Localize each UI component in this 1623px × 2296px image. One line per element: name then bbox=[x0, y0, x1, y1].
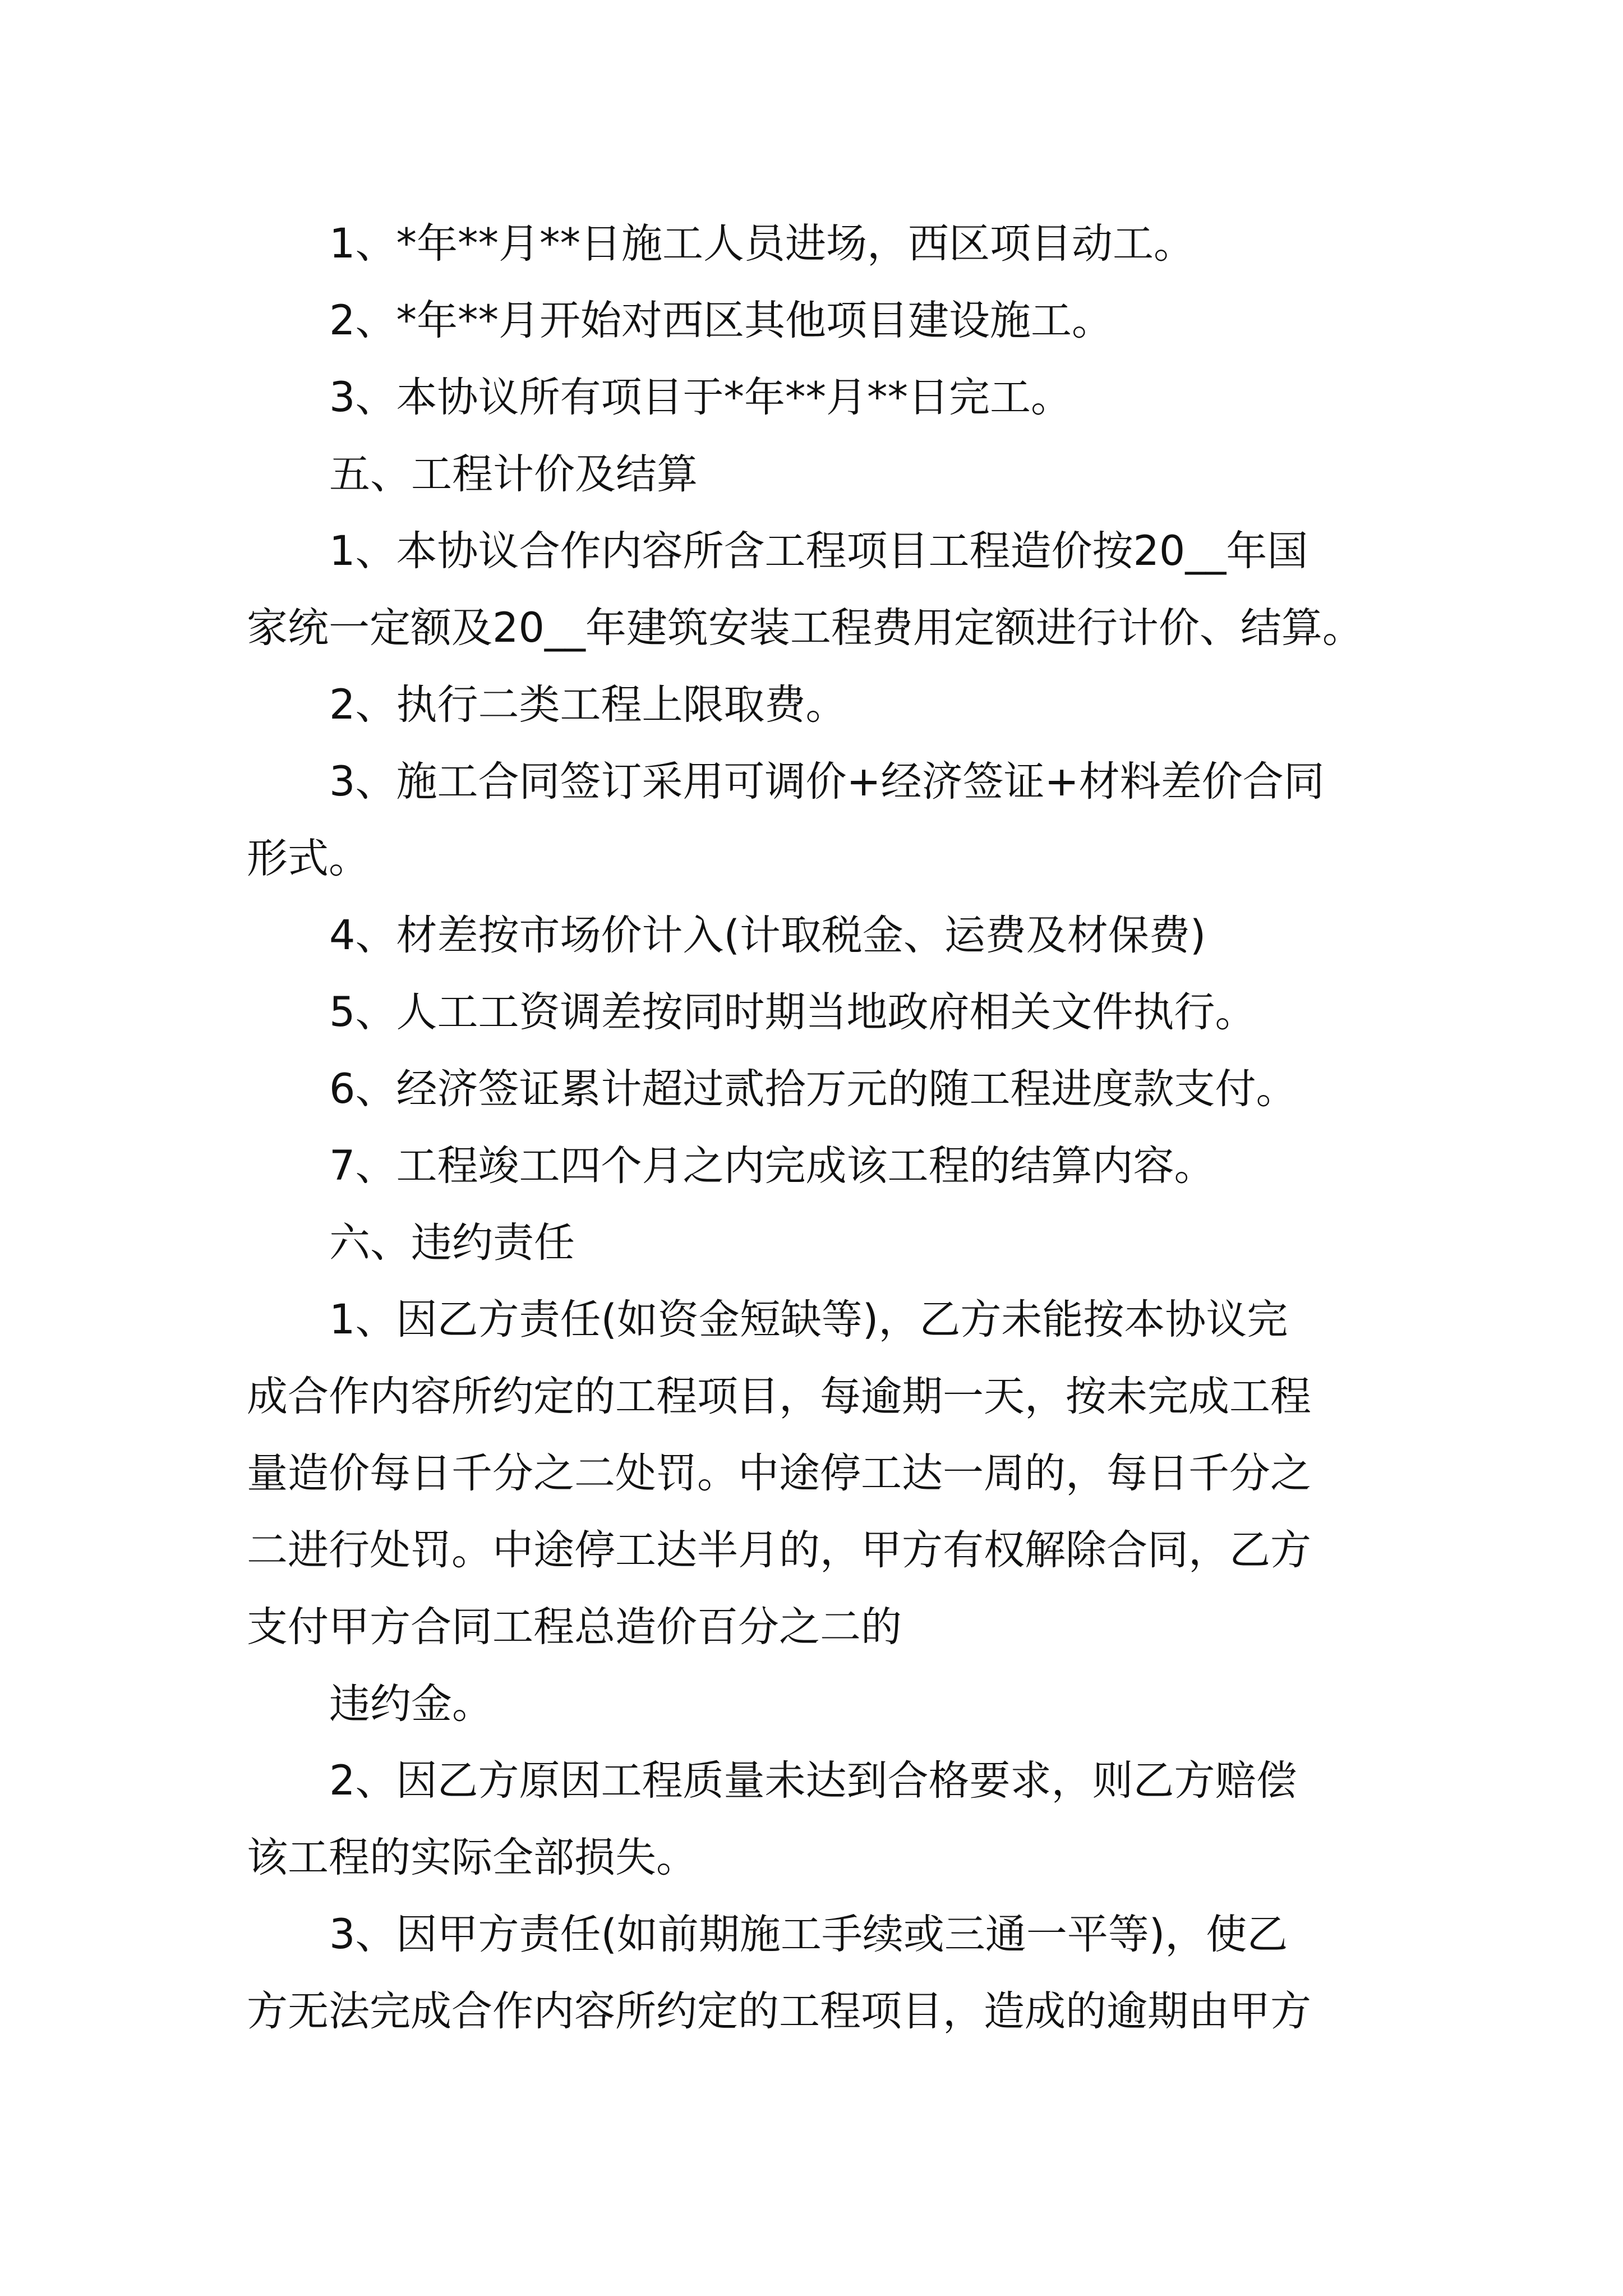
text-line: 形式。 bbox=[247, 835, 370, 882]
text-line: 3、施工合同签订采用可调价+经济签证+材料差价合同 bbox=[329, 758, 1325, 806]
text-line: 违约金。 bbox=[329, 1680, 493, 1728]
text-line: 2、*年**月开始对西区其他项目建设施工。 bbox=[329, 297, 1113, 344]
section-heading: 五、工程计价及结算 bbox=[329, 450, 698, 498]
text-line: 5、人工工资调差按同时期当地政府相关文件执行。 bbox=[329, 988, 1256, 1036]
section-heading: 六、违约责任 bbox=[329, 1219, 575, 1267]
text-line: 该工程的实际全部损失。 bbox=[247, 1834, 697, 1881]
text-line: 量造价每日千分之二处罚。中途停工达一周的，每日千分之 bbox=[247, 1450, 1311, 1497]
text-line: 4、材差按市场价计入(计取税金、运费及材保费) bbox=[329, 912, 1206, 959]
text-line: 1、*年**月**日施工人员进场，西区项目动工。 bbox=[329, 220, 1195, 268]
text-line: 支付甲方合同工程总造价百分之二的 bbox=[247, 1603, 902, 1651]
text-line: 3、本协议所有项目于*年**月**日完工。 bbox=[329, 374, 1072, 421]
text-line: 1、本协议合作内容所含工程项目工程造价按20__年国 bbox=[329, 527, 1308, 575]
text-line: 2、执行二类工程上限取费。 bbox=[329, 681, 847, 729]
text-line: 1、因乙方责任(如资金短缺等)，乙方未能按本协议完 bbox=[329, 1296, 1288, 1343]
text-line: 成合作内容所约定的工程项目，每逾期一天，按未完成工程 bbox=[247, 1373, 1311, 1420]
text-line: 方无法完成合作内容所约定的工程项目，造成的逾期由甲方 bbox=[247, 1987, 1311, 2035]
text-line: 7、工程竣工四个月之内完成该工程的结算内容。 bbox=[329, 1142, 1215, 1190]
text-line: 6、经济签证累计超过贰拾万元的随工程进度款支付。 bbox=[329, 1065, 1297, 1113]
text-line: 二进行处罚。中途停工达半月的，甲方有权解除合同，乙方 bbox=[247, 1526, 1311, 1574]
text-line: 2、因乙方原因工程质量未达到合格要求，则乙方赔偿 bbox=[329, 1757, 1297, 1805]
text-line: 3、因甲方责任(如前期施工手续或三通一平等)，使乙 bbox=[329, 1911, 1288, 1958]
text-line: 家统一定额及20__年建筑安装工程费用定额进行计价、结算。 bbox=[247, 604, 1363, 652]
